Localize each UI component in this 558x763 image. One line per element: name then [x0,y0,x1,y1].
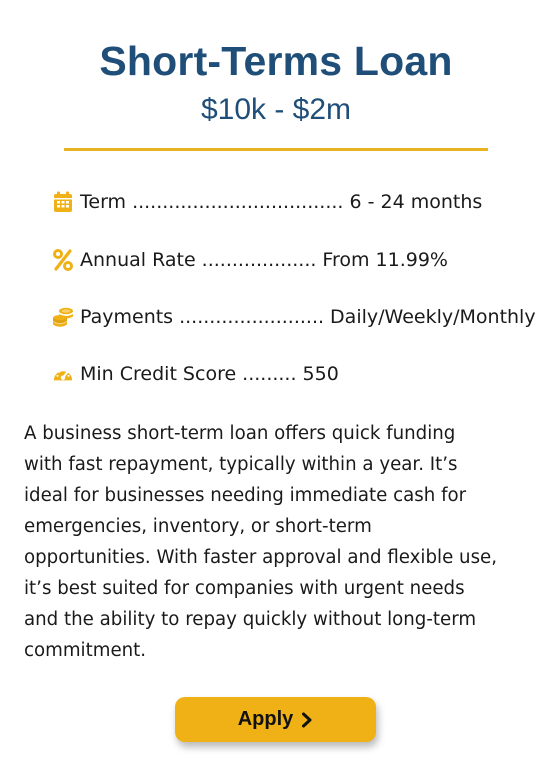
description-line: A business short-term loan offers quick funding [24,423,456,444]
feature-label: Payments [80,306,174,328]
loan-amount-range: $10k - $2m [200,93,352,126]
description-line: it’s best suited for companies with urgent needs [24,578,465,599]
feature-leader-dots: ........................ [179,306,325,328]
description-line: with fast repayment, typically within a year. It’s [24,454,458,475]
title-divider [64,148,488,151]
feature-leader-dots: ......... [242,363,297,385]
apply-button[interactable] [175,697,376,742]
feature-value: 550 [302,363,339,385]
description-line: commitment. [24,640,147,661]
feature-value: 6 - 24 months [349,191,483,213]
gauge-icon [52,363,74,385]
coins-icon [52,306,74,328]
feature-label: Min Credit Score [80,363,237,385]
calendar-icon [52,191,74,213]
feature-label: Term [80,191,127,213]
feature-term [52,188,482,216]
feature-leader-dots: ................................... [132,191,344,213]
description-line: emergencies, inventory, or short-term [24,516,372,537]
apply-button-label: Apply [237,708,294,730]
loan-title: Short-Terms Loan [99,38,453,84]
feature-value: From 11.99% [322,249,448,271]
description-line: ideal for businesses needing immediate cash for [24,485,467,506]
feature-payments [52,303,536,331]
loan-description [24,418,544,666]
feature-label: Annual Rate [80,249,196,271]
feature-value: Daily/Weekly/Monthly [330,306,536,328]
feature-annual-rate [52,246,448,274]
description-line: opportunities. With faster approval and flexible use, [24,547,498,568]
feature-min-credit-score [52,360,339,388]
chevron-right-icon [301,712,313,728]
description-line: and the ability to repay quickly without long-term [24,609,477,630]
feature-leader-dots: ................... [201,249,317,271]
percent-icon [52,249,74,271]
